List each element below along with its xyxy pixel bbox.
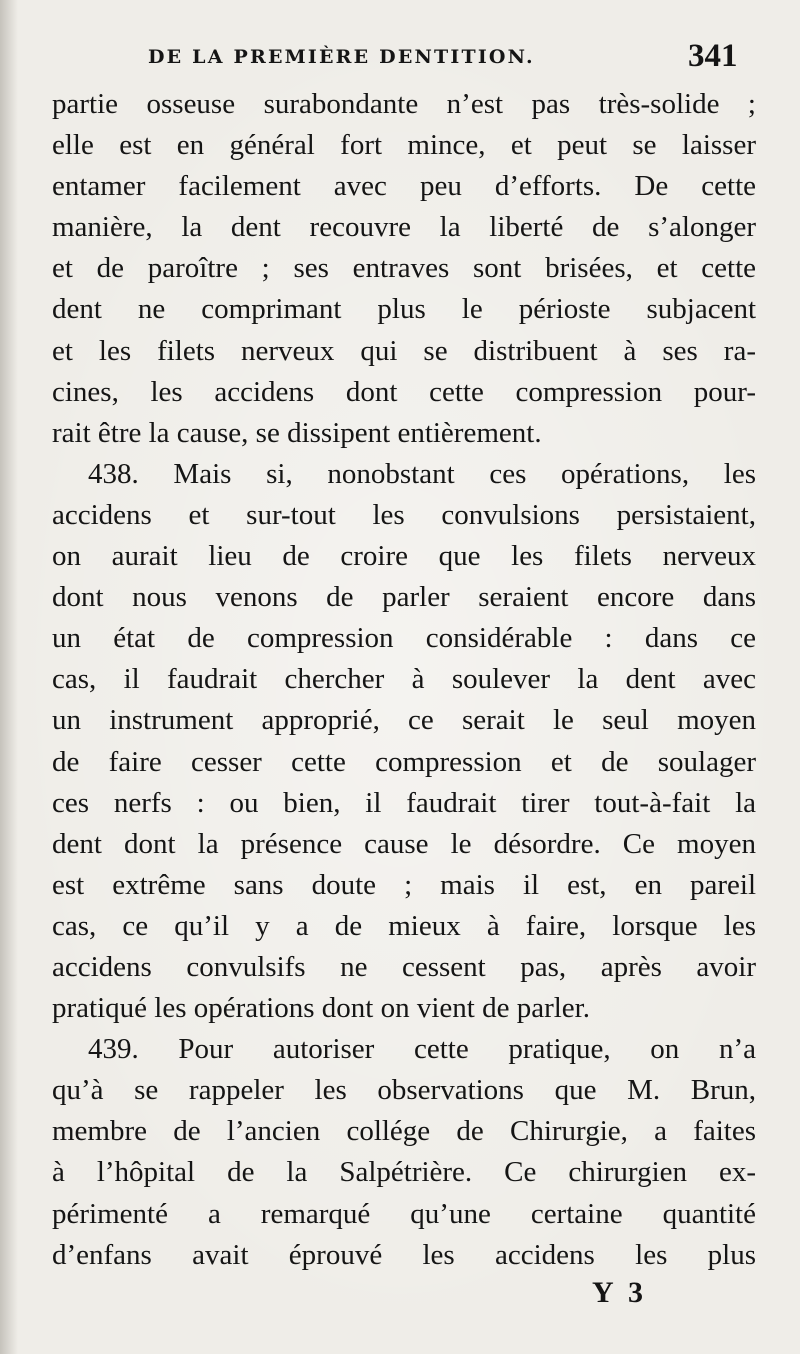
text-line: membre de l’ancien collége de Chirurgie, a faites [52, 1115, 756, 1148]
text-line: cines, les accidens dont cette compression pour- [52, 375, 756, 408]
body-text [52, 84, 756, 1276]
text-line: dent dont la présence cause le désordre. Ce moyen [52, 827, 756, 860]
text-line: elle est en général fort mince, et peut se laisser [52, 129, 756, 162]
text-line: qu’à se rappeler les observations que M. Brun, [52, 1074, 756, 1107]
text-line: ces nerfs : ou bien, il faudrait tirer tout-à-fait la [52, 786, 756, 819]
paragraph-end-line: pratiqué les opérations dont on vient de parler. [52, 992, 590, 1025]
text-line: cas, ce qu’il y a de mieux à faire, lorsque les [52, 909, 756, 942]
page-number: 341 [688, 38, 738, 74]
text-line: est extrême sans doute ; mais il est, en pareil [52, 868, 756, 901]
text-line: cas, il faudrait chercher à soulever la dent avec [52, 663, 756, 696]
text-line: et de paroître ; ses entraves sont brisées, et cette [52, 252, 756, 285]
text-line: et les filets nerveux qui se distribuent à ses ra- [52, 334, 756, 367]
paragraph-start-line-438: 438. Mais si, nonobstant ces opérations, les [88, 457, 756, 490]
page-header [0, 40, 800, 84]
text-line: un état de compression considérable : dans ce [52, 622, 756, 655]
text-line: partie osseuse surabondante n’est pas très-solide ; [52, 88, 756, 120]
signature-mark: Y 3 [592, 1276, 648, 1309]
text-line: d’enfans avait éprouvé les accidens les plus [52, 1238, 756, 1271]
paragraph-end-line: rait être la cause, se dissipent entièrement. [52, 416, 542, 449]
text-line: dont nous venons de parler seraient encore dans [52, 581, 756, 614]
running-title: DE LA PREMIÈRE DENTITION. [148, 46, 535, 68]
text-line: un instrument approprié, ce serait le seul moyen [52, 704, 756, 737]
text-line: entamer facilement avec peu d’efforts. De cette [52, 170, 756, 203]
text-line: périmenté a remarqué qu’une certaine quantité [52, 1197, 756, 1230]
text-line: de faire cesser cette compression et de soulager [52, 745, 756, 778]
text-line: dent ne comprimant plus le périoste subjacent [52, 293, 756, 326]
text-line: on aurait lieu de croire que les filets nerveux [52, 540, 756, 573]
text-line: accidens et sur-tout les convulsions persistaient, [52, 498, 756, 531]
text-line: manière, la dent recouvre la liberté de s’alonger [52, 211, 756, 244]
text-line: à l’hôpital de la Salpétrière. Ce chirurgien ex- [52, 1156, 756, 1189]
text-line: accidens convulsifs ne cessent pas, après avoir [52, 950, 756, 983]
paragraph-start-line-439: 439. Pour autoriser cette pratique, on n’a [88, 1033, 756, 1066]
page-gutter-shadow [0, 0, 18, 1354]
